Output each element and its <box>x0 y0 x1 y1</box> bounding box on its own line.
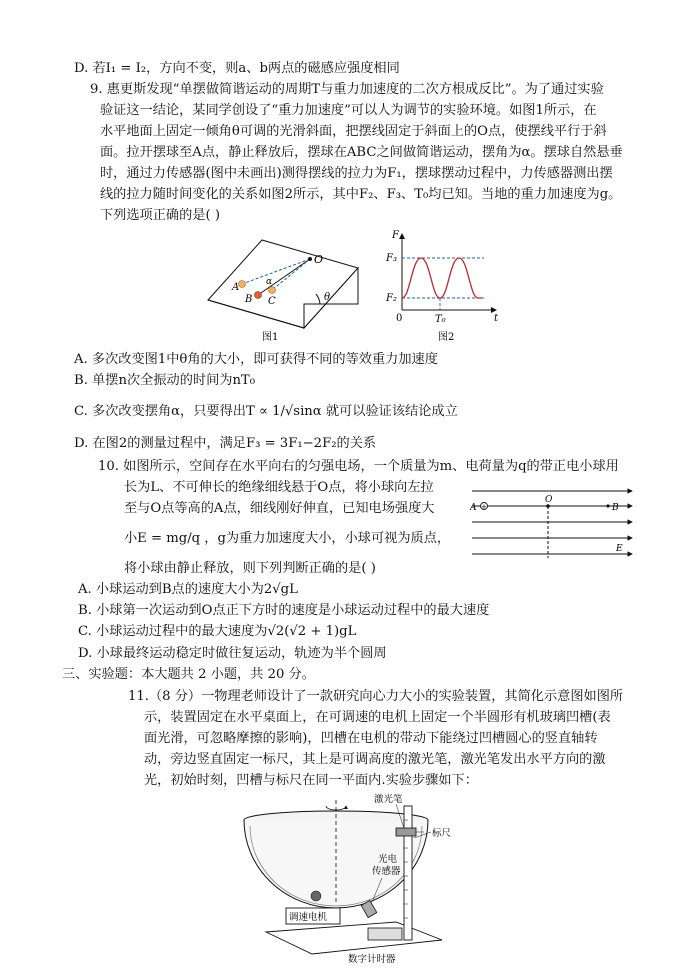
label-b: B <box>245 294 253 305</box>
q9-line-2: 验证这一结论，某同学创设了“重力加速度”可以人为调节的实验环境。如图1所示，在 <box>100 103 597 118</box>
q10-line-1: 10. 如图所示，空间存在水平向右的匀强电场，一个质量为m、电荷量为q的带正电小球用 <box>98 459 619 474</box>
label-a: A <box>232 282 240 293</box>
q10-option-d: D. 小球最终运动稳定时做往复运动，轨迹为半个圆周 <box>78 646 387 661</box>
ball-position-a <box>239 281 246 288</box>
q10-line-4: 小E = mg/q ，g为重力加速度大小，小球可视为质点， <box>124 531 451 546</box>
q11-line-5: 光，初始时刻，凹槽与标尺在同一平面内.实验步骤如下： <box>144 773 478 788</box>
q11-line-3: 面光滑，可忽略摩擦的影响)，凹槽在电机的带动下能绕过凹槽圆心的竖直轴转 <box>144 731 598 746</box>
q11-line-2: 示，装置固定在水平桌面上，在可调速的电机上固定一个半圆形有机玻璃凹槽(表 <box>144 710 611 725</box>
q10-option-b: B. 小球第一次运动到O点正下方时的速度是小球运动过程中的最大速度 <box>78 603 490 618</box>
label-e: E <box>616 544 623 554</box>
motor-label: 调速电机 <box>289 912 328 923</box>
ball-position-b <box>255 292 262 299</box>
label-c: C <box>268 296 276 307</box>
q10-line-5: 将小球由静止释放，则下列判断正确的是( ) <box>124 561 376 576</box>
q9-line-4: 面。拉开摆球至A点，静止释放后，摆球在ABC之间做简谐运动，摆角为α。摆球自然悬垂 <box>100 145 623 160</box>
axis-t-label: t <box>494 313 499 324</box>
pivot-point-o <box>308 257 312 261</box>
label-alpha: α <box>266 277 273 287</box>
t0-label: T₀ <box>435 314 446 325</box>
point-b <box>606 504 609 507</box>
ball <box>311 891 321 901</box>
axis-f-label: F <box>392 230 399 241</box>
digital-timer <box>368 928 402 940</box>
figure-2-force-time-graph <box>380 228 504 344</box>
label-a: A <box>470 503 477 513</box>
q9-line-6: 线的拉力随时间变化的关系如图2所示，其中F₂、F₃、T₀均已知。当地的重力加速度为g。 <box>100 187 622 202</box>
q9-line-7: 下列选项正确的是( ) <box>100 208 220 223</box>
section-3-heading: 三、实验题：本大题共 2 小题，共 20 分。 <box>62 667 315 682</box>
q9-line-5: 时，通过力传感器(图中未画出)测得摆线的拉力为F₁，摆球摆动过程中，力传感器测出摆 <box>100 166 613 181</box>
f2-label: F₂ <box>386 293 397 304</box>
ball-position-c <box>269 287 276 294</box>
label-o: O <box>314 253 324 266</box>
q9-line-1: 9. 惠更斯发现“单摆做简谐运动的周期T与重力加速度的二次方根成反比”。为了通过实验 <box>90 82 604 97</box>
q9-option-d: D. 在图2的测量过程中，满足F₃ = 3F₁−2F₂的关系 <box>74 436 377 451</box>
sensor-label-1: 光电 <box>378 854 398 865</box>
timer-label: 数字计时器 <box>348 954 396 965</box>
q9-option-c: C. 多次改变摆角α，只要得出T ∝ 1/√sinα 就可以验证该结论成立 <box>74 404 458 419</box>
svg-text:+: + <box>481 503 487 511</box>
prev-option-d: D. 若I₁ = I₂，方向不变，则a、b两点的磁感应强度相同 <box>74 61 400 76</box>
figure-2-caption: 图2 <box>438 332 455 343</box>
ruler-label: 标尺 <box>432 828 452 839</box>
figure-q10-electric-field <box>470 488 640 564</box>
q9-line-3: 水平地面上固定一倾角θ可调的光滑斜面，把摆线固定于斜面上的O点，使摆线平行于斜 <box>100 124 607 139</box>
q10-line-3: 至与O点等高的A点，细线刚好伸直，已知电场强度大 <box>124 501 435 516</box>
q10-line-2: 长为L、不可伸长的绝缘细线悬于O点，将小球向左拉 <box>124 480 434 495</box>
laser-pen <box>396 828 416 836</box>
label-b: B <box>612 503 619 513</box>
sensor-label-2: 传感器 <box>372 866 401 877</box>
figure-q11-apparatus <box>236 790 482 968</box>
q10-option-a: A. 小球运动到B点的速度大小为2√gL <box>78 582 298 597</box>
label-theta: θ <box>324 292 331 303</box>
q11-line-4: 动，旁边竖直固定一标尺，其上是可调高度的激光笔，激光笔发出水平方向的激 <box>144 752 606 767</box>
q9-option-a: A. 多次改变图1中θ角的大小，即可获得不同的等效重力加速度 <box>74 352 438 367</box>
table-base <box>266 922 442 954</box>
f3-label: F₃ <box>386 253 397 264</box>
q10-option-c: C. 小球运动过程中的最大速度为√2(√2 + 1)gL <box>78 624 357 639</box>
laser-label: 激光笔 <box>374 794 403 805</box>
q9-option-b: B. 单摆n次全振动的时间为nT₀ <box>74 373 256 388</box>
figure-1-caption: 图1 <box>262 332 279 343</box>
figure-1-incline-pendulum <box>200 232 360 344</box>
force-curve <box>402 258 482 298</box>
q11-line-1: 11.（8 分）一物理老师设计了一款研究向心力大小的实验装置，其简化示意图如图所 <box>128 689 624 704</box>
origin-label: 0 <box>396 313 403 324</box>
label-o: O <box>545 495 553 505</box>
ruler <box>404 806 412 940</box>
